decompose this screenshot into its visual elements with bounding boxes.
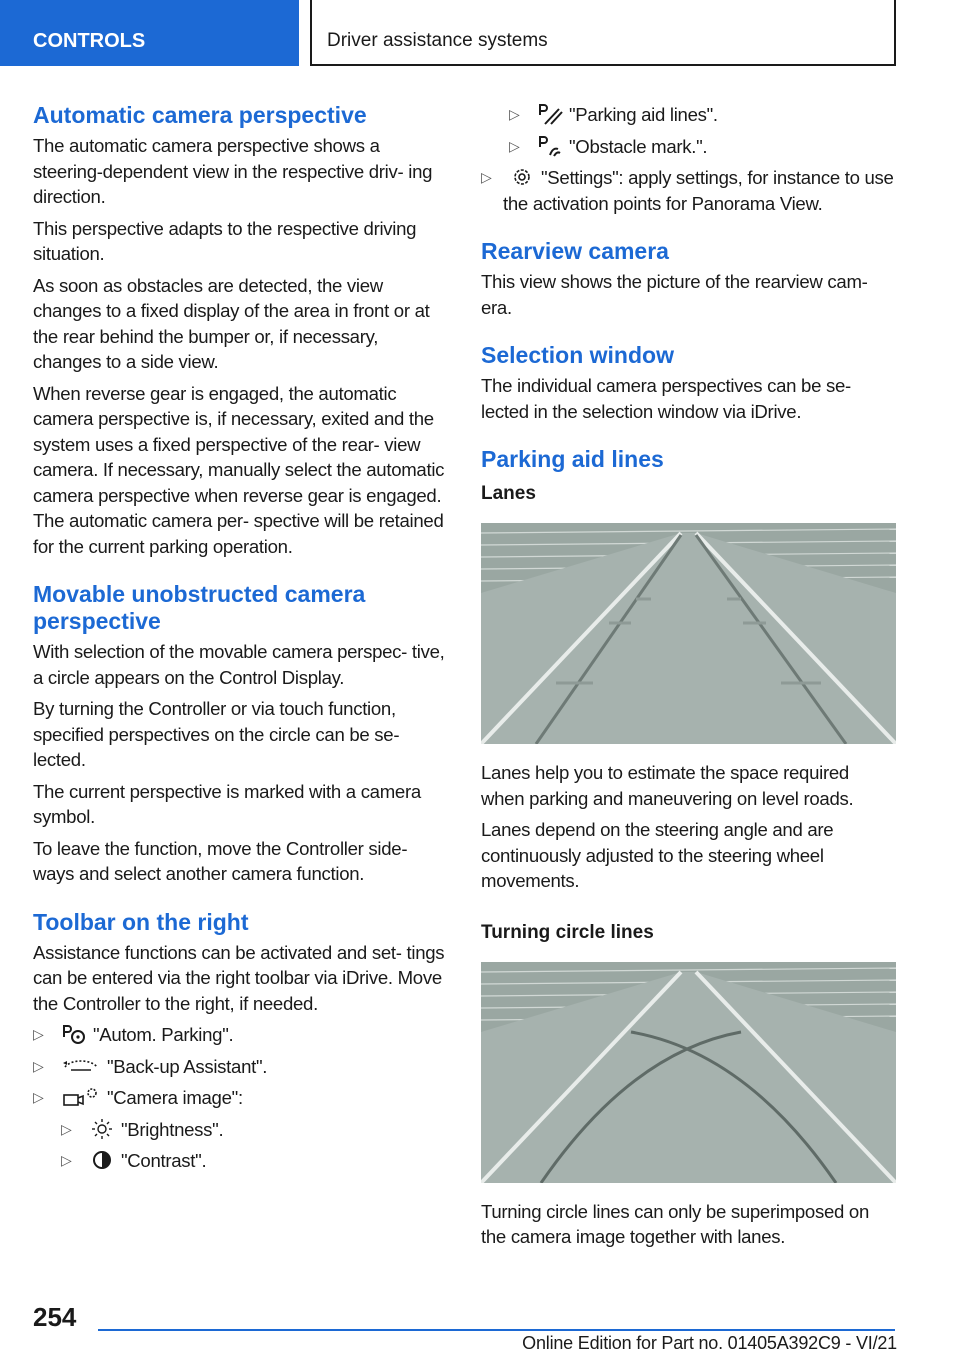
header-section-label: CONTROLS (33, 30, 146, 52)
gear-icon (509, 166, 535, 188)
paragraph: As soon as obstacles are detected, the view changes to a fixed display of the area in front or at the rear behind the bumper or, if necessary, changes to a side view. (33, 274, 430, 372)
footer-divider (98, 1329, 895, 1331)
list-item-label: "Autom. Parking". (93, 1024, 234, 1045)
paragraph: When reverse gear is engaged, the automatic camera perspective is, if necessary, exited and the system uses a fixed perspective of the rear‐ view camera. If necessary, manually select the automatic camera perspective when reverse gear is engaged. The automatic camera per‐ spective will be retained for the current parking operation. (33, 382, 445, 557)
list-item-label: "Settings": apply settings, for instance to use the activation points for Panorama View. (503, 167, 894, 214)
heading-movable-camera-perspective: Movable unobstructed camera perspective (33, 581, 366, 634)
camera-settings-icon (61, 1086, 101, 1108)
list-item-settings (481, 165, 897, 216)
bullet-icon: ▷ (33, 1089, 44, 1105)
paragraph: This view shows the picture of the rearview cam‐ era. (481, 271, 868, 318)
paragraph: Lanes help you to estimate the space required when parking and maneuvering on level roads. (481, 762, 854, 809)
paragraph: By turning the Controller or via touch function, specified perspectives on the circle can be se‐ lected. (33, 698, 400, 770)
left-column (33, 102, 449, 1180)
heading-selection-window: Selection window (481, 342, 674, 368)
list-item-camera-image (33, 1085, 449, 1111)
page-number: 254 (33, 1302, 77, 1332)
lanes-figure (481, 523, 896, 744)
heading-toolbar-right: Toolbar on the right (33, 908, 249, 935)
parking-lines-icon (537, 103, 563, 125)
parking-steering-icon (61, 1023, 87, 1045)
list-item-label: "Contrast". (121, 1150, 207, 1171)
brightness-icon (89, 1118, 115, 1140)
bullet-icon: ▷ (33, 1026, 44, 1042)
contrast-icon (89, 1149, 115, 1171)
paragraph: With selection of the movable camera perspec‐ tive, a circle appears on the Control Display. (33, 641, 445, 688)
list-item-contrast (61, 1148, 449, 1174)
list-item-label: "Back-up Assistant". (107, 1055, 268, 1077)
paragraph: To leave the function, move the Controller side‐ ways and select another camera function. (33, 837, 408, 884)
subheading-turning-circle-lines: Turning circle lines (481, 921, 654, 943)
header-section-tab (0, 0, 299, 66)
bullet-icon: ▷ (481, 169, 492, 185)
bullet-icon: ▷ (509, 106, 520, 122)
paragraph: Lanes depend on the steering angle and are continuously adjusted to the steering wheel movements. (481, 819, 834, 891)
backup-car-icon (61, 1055, 101, 1077)
bullet-icon: ▷ (509, 137, 520, 154)
header-chapter-tab (310, 0, 896, 66)
heading-rearview-camera: Rearview camera (481, 238, 669, 264)
subheading-lanes: Lanes (481, 483, 536, 504)
list-item-label: "Obstacle mark.". (569, 135, 708, 157)
list-item-label: "Brightness". (121, 1118, 224, 1140)
paragraph: The individual camera perspectives can be se‐ lected in the selection window via iDrive. (481, 375, 851, 422)
list-item-brightness (61, 1117, 449, 1143)
list-item-autom-parking (33, 1022, 449, 1048)
bullet-icon: ▷ (33, 1057, 44, 1074)
obstacle-mark-icon (537, 135, 563, 157)
bullet-icon: ▷ (61, 1152, 72, 1168)
footer-edition: Online Edition for Part no. 01405A392C9 - VI/21 (522, 1333, 897, 1353)
paragraph: The automatic camera perspective shows a steering-dependent view in the respective driv‐ ing direction. (33, 135, 433, 207)
paragraph: Turning circle lines can only be superimposed on the camera image together with lanes. (481, 1200, 869, 1247)
right-column (481, 102, 897, 1256)
header-chapter-label: Driver assistance systems (327, 30, 548, 51)
paragraph: This perspective adapts to the respective driving situation. (33, 217, 417, 264)
paragraph: Assistance functions can be activated and set‐ tings can be entered via the right toolbar via iDrive. Move the Controller to the right, if needed. (33, 941, 445, 1014)
paragraph: The current perspective is marked with a camera symbol. (33, 780, 421, 827)
turning-circle-figure (481, 962, 896, 1183)
heading-automatic-camera-perspective: Automatic camera perspective (33, 102, 367, 128)
heading-parking-aid-lines: Parking aid lines (481, 446, 664, 472)
bullet-icon: ▷ (61, 1120, 72, 1137)
list-item-obstacle-mark (509, 134, 897, 160)
list-item-label: "Camera image": (107, 1087, 243, 1108)
list-item-label: "Parking aid lines". (569, 104, 718, 125)
list-item-parking-aid-lines (509, 102, 897, 128)
list-item-backup-assistant (33, 1054, 449, 1080)
